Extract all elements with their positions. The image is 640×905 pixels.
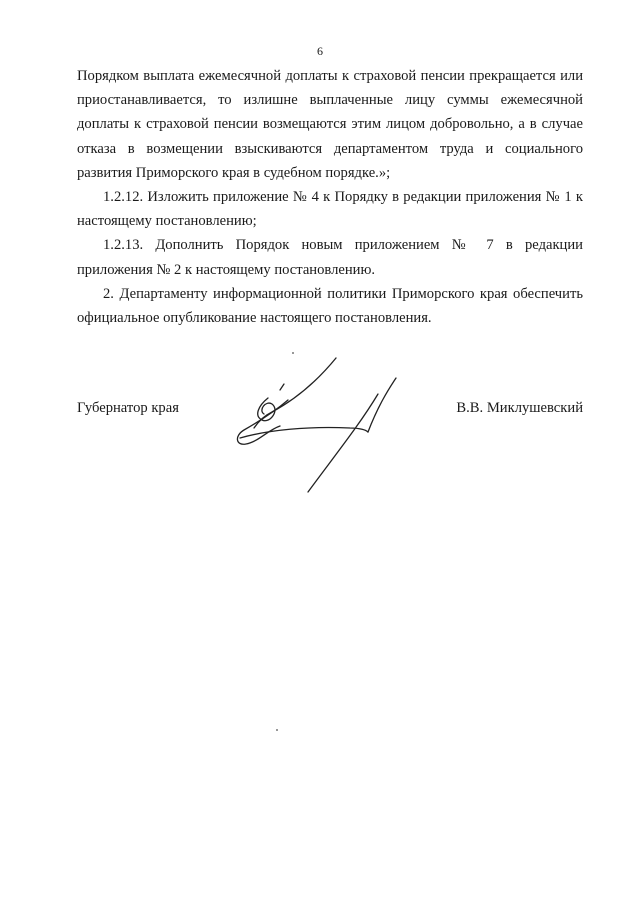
scan-speck: [276, 729, 278, 731]
paragraph-item-1-2-13: 1.2.13. Дополнить Порядок новым приложением № 7 в редакции приложения № 2 к настоящему постановлению.: [77, 237, 583, 278]
paragraph-item-1-2-12: 1.2.12. Изложить приложение № 4 к Порядку в редакции приложения № 1 к настоящему постановлению;: [77, 189, 583, 230]
document-body: [77, 64, 583, 330]
scan-speck: [292, 352, 294, 354]
signatory-title: Губернатор края: [77, 400, 179, 416]
handwritten-signature: [228, 350, 398, 500]
paragraph-continuation: Порядком выплата ежемесячной доплаты к страховой пенсии прекращается или приостанавливается, то излишне выплаченные лицу суммы ежемесячной доплаты к страховой пенсии возмещаются этим лицом добровольно, а в случае отказа в возмещении взыскиваются департаментом труда и социального развития Приморского края в судебном порядке.»;: [77, 68, 583, 181]
page-number: 6: [317, 44, 323, 58]
signatory-name: В.В. Миклушевский: [456, 400, 583, 416]
paragraph-item-2: 2. Департаменту информационной политики Приморского края обеспечить официальное опубликование настоящего постановления.: [77, 285, 583, 327]
